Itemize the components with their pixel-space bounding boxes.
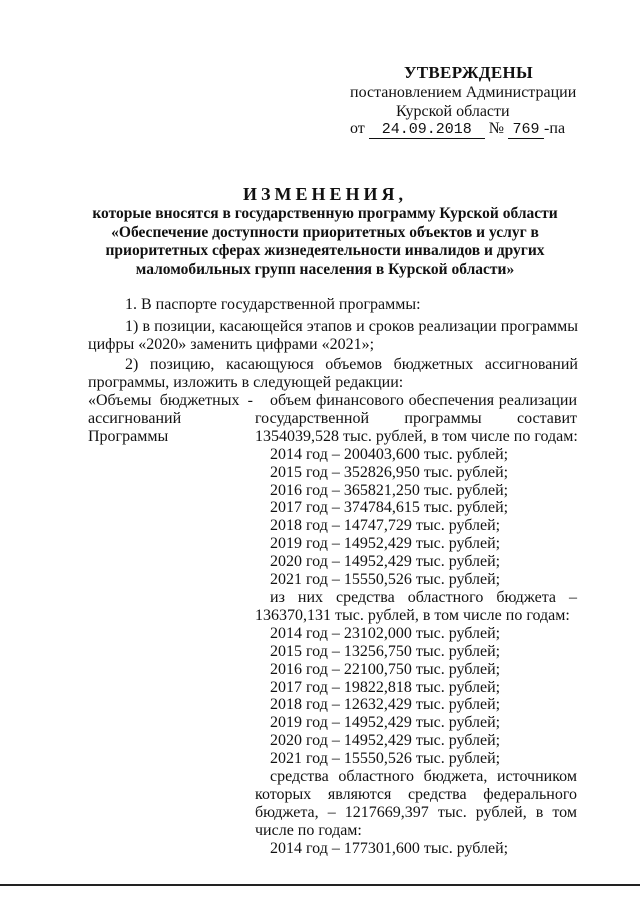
- total-year-row: 2021 год – 15550,526 тыс. рублей;: [270, 571, 501, 589]
- regional-year-row: 2015 год – 13256,750 тыс. рублей;: [270, 642, 501, 660]
- paragraph-1: 1. В паспорте государственной программы:: [125, 296, 421, 313]
- regional-year-row: 2017 год – 19822,818 тыс. рублей;: [270, 678, 501, 696]
- paragraph-2-line-1: 1) в позиции, касающейся этапов и сроков реализации программы: [125, 318, 578, 335]
- regional-year-row: 2019 год – 14952,429 тыс. рублей;: [270, 714, 501, 732]
- from-label: от: [350, 120, 365, 137]
- right-col-intro-1: объем финансового обеспечения реализации: [270, 392, 577, 409]
- total-year-row: 2020 год – 14952,429 тыс. рублей;: [270, 553, 501, 571]
- regional-year-row: 2020 год – 14952,429 тыс. рублей;: [270, 732, 501, 750]
- regional-intro-2: 136370,131 тыс. рублей, в том числе по годам:: [255, 606, 570, 624]
- federal-year-row: 2014 год – 177301,600 тыс. рублей;: [270, 839, 509, 857]
- page-bottom-rule: [0, 884, 640, 886]
- federal-intro-3: бюджета, – 1217669,397 тыс. рублей, в том: [255, 803, 577, 821]
- right-col-intro-2: государственной программы составит: [255, 409, 577, 427]
- federal-intro-1: средства областного бюджета, источником: [270, 768, 577, 786]
- regional-year-row: 2014 год – 23102,000 тыс. рублей;: [270, 624, 501, 642]
- left-col-line-2: ассигнований: [88, 410, 182, 427]
- total-year-row: 2016 год – 365821,250 тыс. рублей;: [270, 481, 509, 499]
- approval-line-2: Курской области: [396, 103, 510, 120]
- total-year-row: 2015 год – 352826,950 тыс. рублей;: [270, 463, 509, 481]
- approval-title: УТВЕРЖДЕНЫ: [404, 63, 534, 82]
- left-column: [88, 392, 253, 446]
- federal-intro-2: которых являются средства федерального: [255, 785, 577, 803]
- paragraph-3-line-1: 2) позицию, касающуюся объемов бюджетных ассигнований: [125, 356, 578, 373]
- number-suffix: -па: [544, 120, 566, 137]
- paragraph-3-line-2: программы, изложить в следующей редакции:: [88, 374, 404, 391]
- approval-line-1: постановлением Администрации: [350, 84, 577, 101]
- heading-line-4: маломобильных групп населения в Курской области»: [135, 260, 515, 278]
- left-col-line-1: «Объемы бюджетных -: [88, 392, 253, 409]
- right-col-intro-3: 1354039,528 тыс. рублей, в том числе по годам:: [255, 427, 578, 445]
- document-heading: [60, 183, 590, 279]
- heading-title: ИЗМЕНЕНИЯ,: [242, 184, 407, 204]
- regional-year-row: 2016 год – 22100,750 тыс. рублей;: [270, 660, 501, 678]
- total-year-row: 2018 год – 14747,729 тыс. рублей;: [270, 517, 501, 535]
- heading-line-3: приоритетных сферах жизнедеятельности инвалидов и других: [105, 242, 545, 259]
- left-col-line-3: Программы: [88, 428, 169, 445]
- regional-year-row: 2021 год – 15550,526 тыс. рублей;: [270, 750, 501, 768]
- total-year-row: 2017 год – 374784,615 тыс. рублей;: [270, 499, 509, 517]
- paragraph-2-line-2: цифры «2020» заменить цифрами «2021»;: [88, 336, 375, 353]
- heading-line-2: «Обеспечение доступности приоритетных объектов и услуг в: [111, 223, 539, 241]
- total-year-row: 2019 год – 14952,429 тыс. рублей;: [270, 535, 501, 553]
- approval-date-number: [350, 120, 610, 139]
- approval-number: 769: [508, 121, 544, 139]
- number-label: №: [488, 120, 505, 137]
- approval-date: 24.09.2018: [369, 121, 485, 139]
- heading-line-1: которые вносятся в государственную программу Курской области: [92, 205, 558, 222]
- regional-year-row: 2018 год – 12632,429 тыс. рублей;: [270, 696, 501, 714]
- total-year-row: 2014 год – 200403,600 тыс. рублей;: [270, 445, 509, 463]
- regional-intro-1: из них средства областного бюджета –: [270, 588, 577, 606]
- right-column: [255, 392, 577, 858]
- federal-intro-4: числе по годам:: [255, 821, 362, 839]
